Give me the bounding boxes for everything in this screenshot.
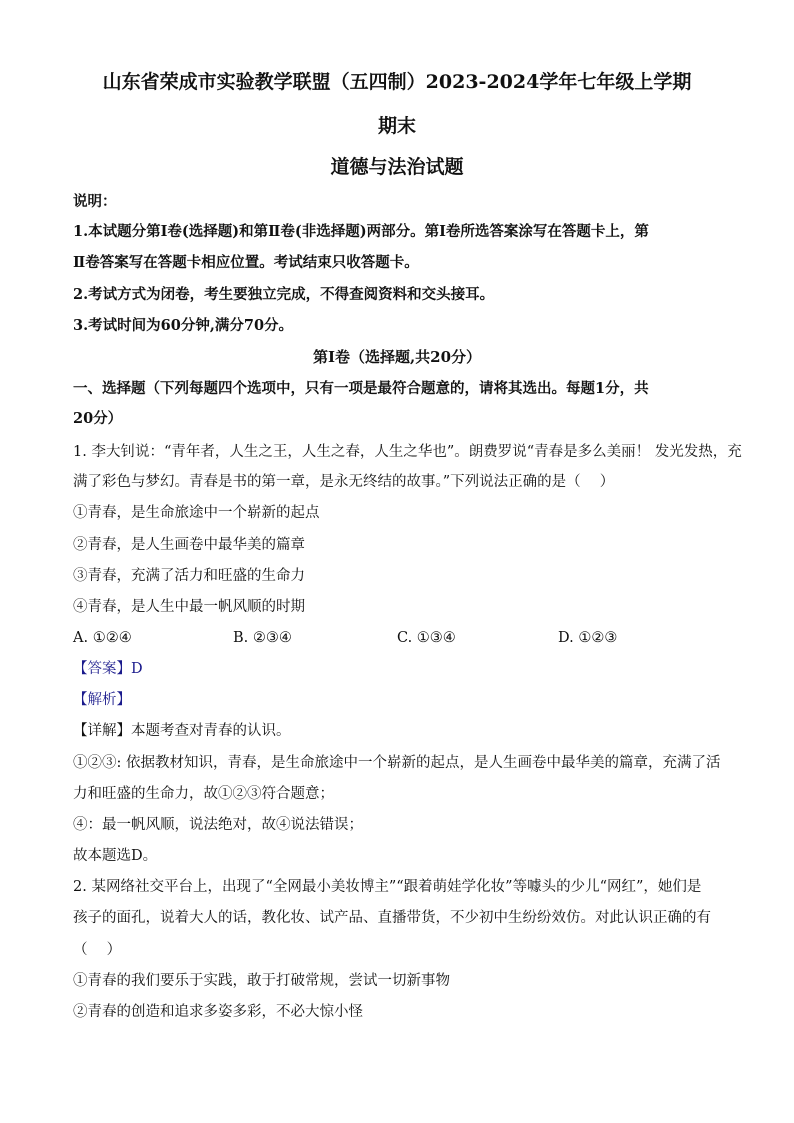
q2-stem-b: 孩子的面孔，说着大人的话，教化妆、试产品、直播带货，不少初中生纷纷效仿。对此认识正确的有: [73, 910, 711, 926]
q1-statement-2: ②青春，是人生画卷中最华美的篇章: [73, 537, 305, 553]
section-title: 第Ⅰ卷（选择题,共20分）: [312, 348, 482, 366]
instruction-1a: 1.本试题分第Ⅰ卷(选择题)和第Ⅱ卷(非选择题)两部分。第Ⅰ卷所选答案涂写在答题卡上，第: [73, 223, 649, 240]
q1-statement-4: ④青春，是人生中最一帆风顺的时期: [73, 599, 305, 615]
q2-statement-2: ②青春的创造和追求多姿多彩，不必大惊小怪: [73, 1004, 363, 1020]
q1-explanation-1a: ①②③: 依据教材知识，青春，是生命旅途中一个崭新的起点，是人生画卷中最华美的篇章，充满了活: [73, 755, 721, 771]
q1-option-c: C. ①③④: [397, 630, 456, 646]
q1-conclusion: 故本题选D。: [73, 848, 158, 864]
exam-subtitle: 道德与法治试题: [330, 156, 464, 178]
q1-stem-a: 1. 李大钊说：“青年者，人生之王，人生之春，人生之华也”。朗费罗说“青春是多么美丽！ 发光发热，充: [73, 444, 742, 460]
q1-option-d: D. ①②③: [558, 630, 618, 646]
q1-answer: 【答案】D: [73, 661, 143, 677]
instructions-label: 说明：: [73, 193, 117, 210]
exam-title-line1: 山东省荣成市实验教学联盟（五四制）2023-2024学年七年级上学期: [102, 71, 692, 93]
instruction-1b: Ⅱ卷答案写在答题卡相应位置。考试结束只收答题卡。: [73, 254, 419, 271]
q1-option-a: A. ①②④: [73, 630, 132, 646]
q2-statement-1: ①青春的我们要乐于实践，敢于打破常规，尝试一切新事物: [73, 973, 450, 989]
q1-explanation-2: ④：最一帆风顺，说法绝对，故④说法错误；: [73, 817, 363, 833]
q2-stem-a: 2. 某网络社交平台上，出现了“全网最小美妆博主”“跟着萌娃学化妆”等噱头的少儿“网红”，她们是: [73, 879, 702, 895]
section-part-a: 一、选择题（下列每题四个选项中，只有一项是最符合题意的，请将其选出。每题1分，共: [73, 380, 649, 397]
section-part-b: 20分）: [73, 410, 123, 427]
instruction-2: 2.考试方式为闭卷，考生要独立完成，不得查阅资料和交头接耳。: [73, 286, 495, 303]
q1-stem-b: 满了彩色与梦幻。青春是书的第一章，是永无终结的故事。”下列说法正确的是（ ）: [73, 474, 615, 490]
exam-title-line2: 期末: [377, 115, 416, 137]
q1-analysis-label: 【解析】: [73, 692, 131, 708]
q1-statement-3: ③青春，充满了活力和旺盛的生命力: [73, 568, 305, 584]
q1-detail: 【详解】本题考查对青春的认识。: [73, 723, 291, 739]
q1-explanation-1b: 力和旺盛的生命力，故①②③符合题意；: [73, 786, 334, 802]
q2-stem-c: （ ）: [73, 942, 122, 958]
q1-option-b: B. ②③④: [233, 630, 292, 646]
instruction-3: 3.考试时间为60分钟,满分70分。: [73, 317, 294, 334]
q1-statement-1: ①青春，是生命旅途中一个崭新的起点: [73, 505, 320, 521]
